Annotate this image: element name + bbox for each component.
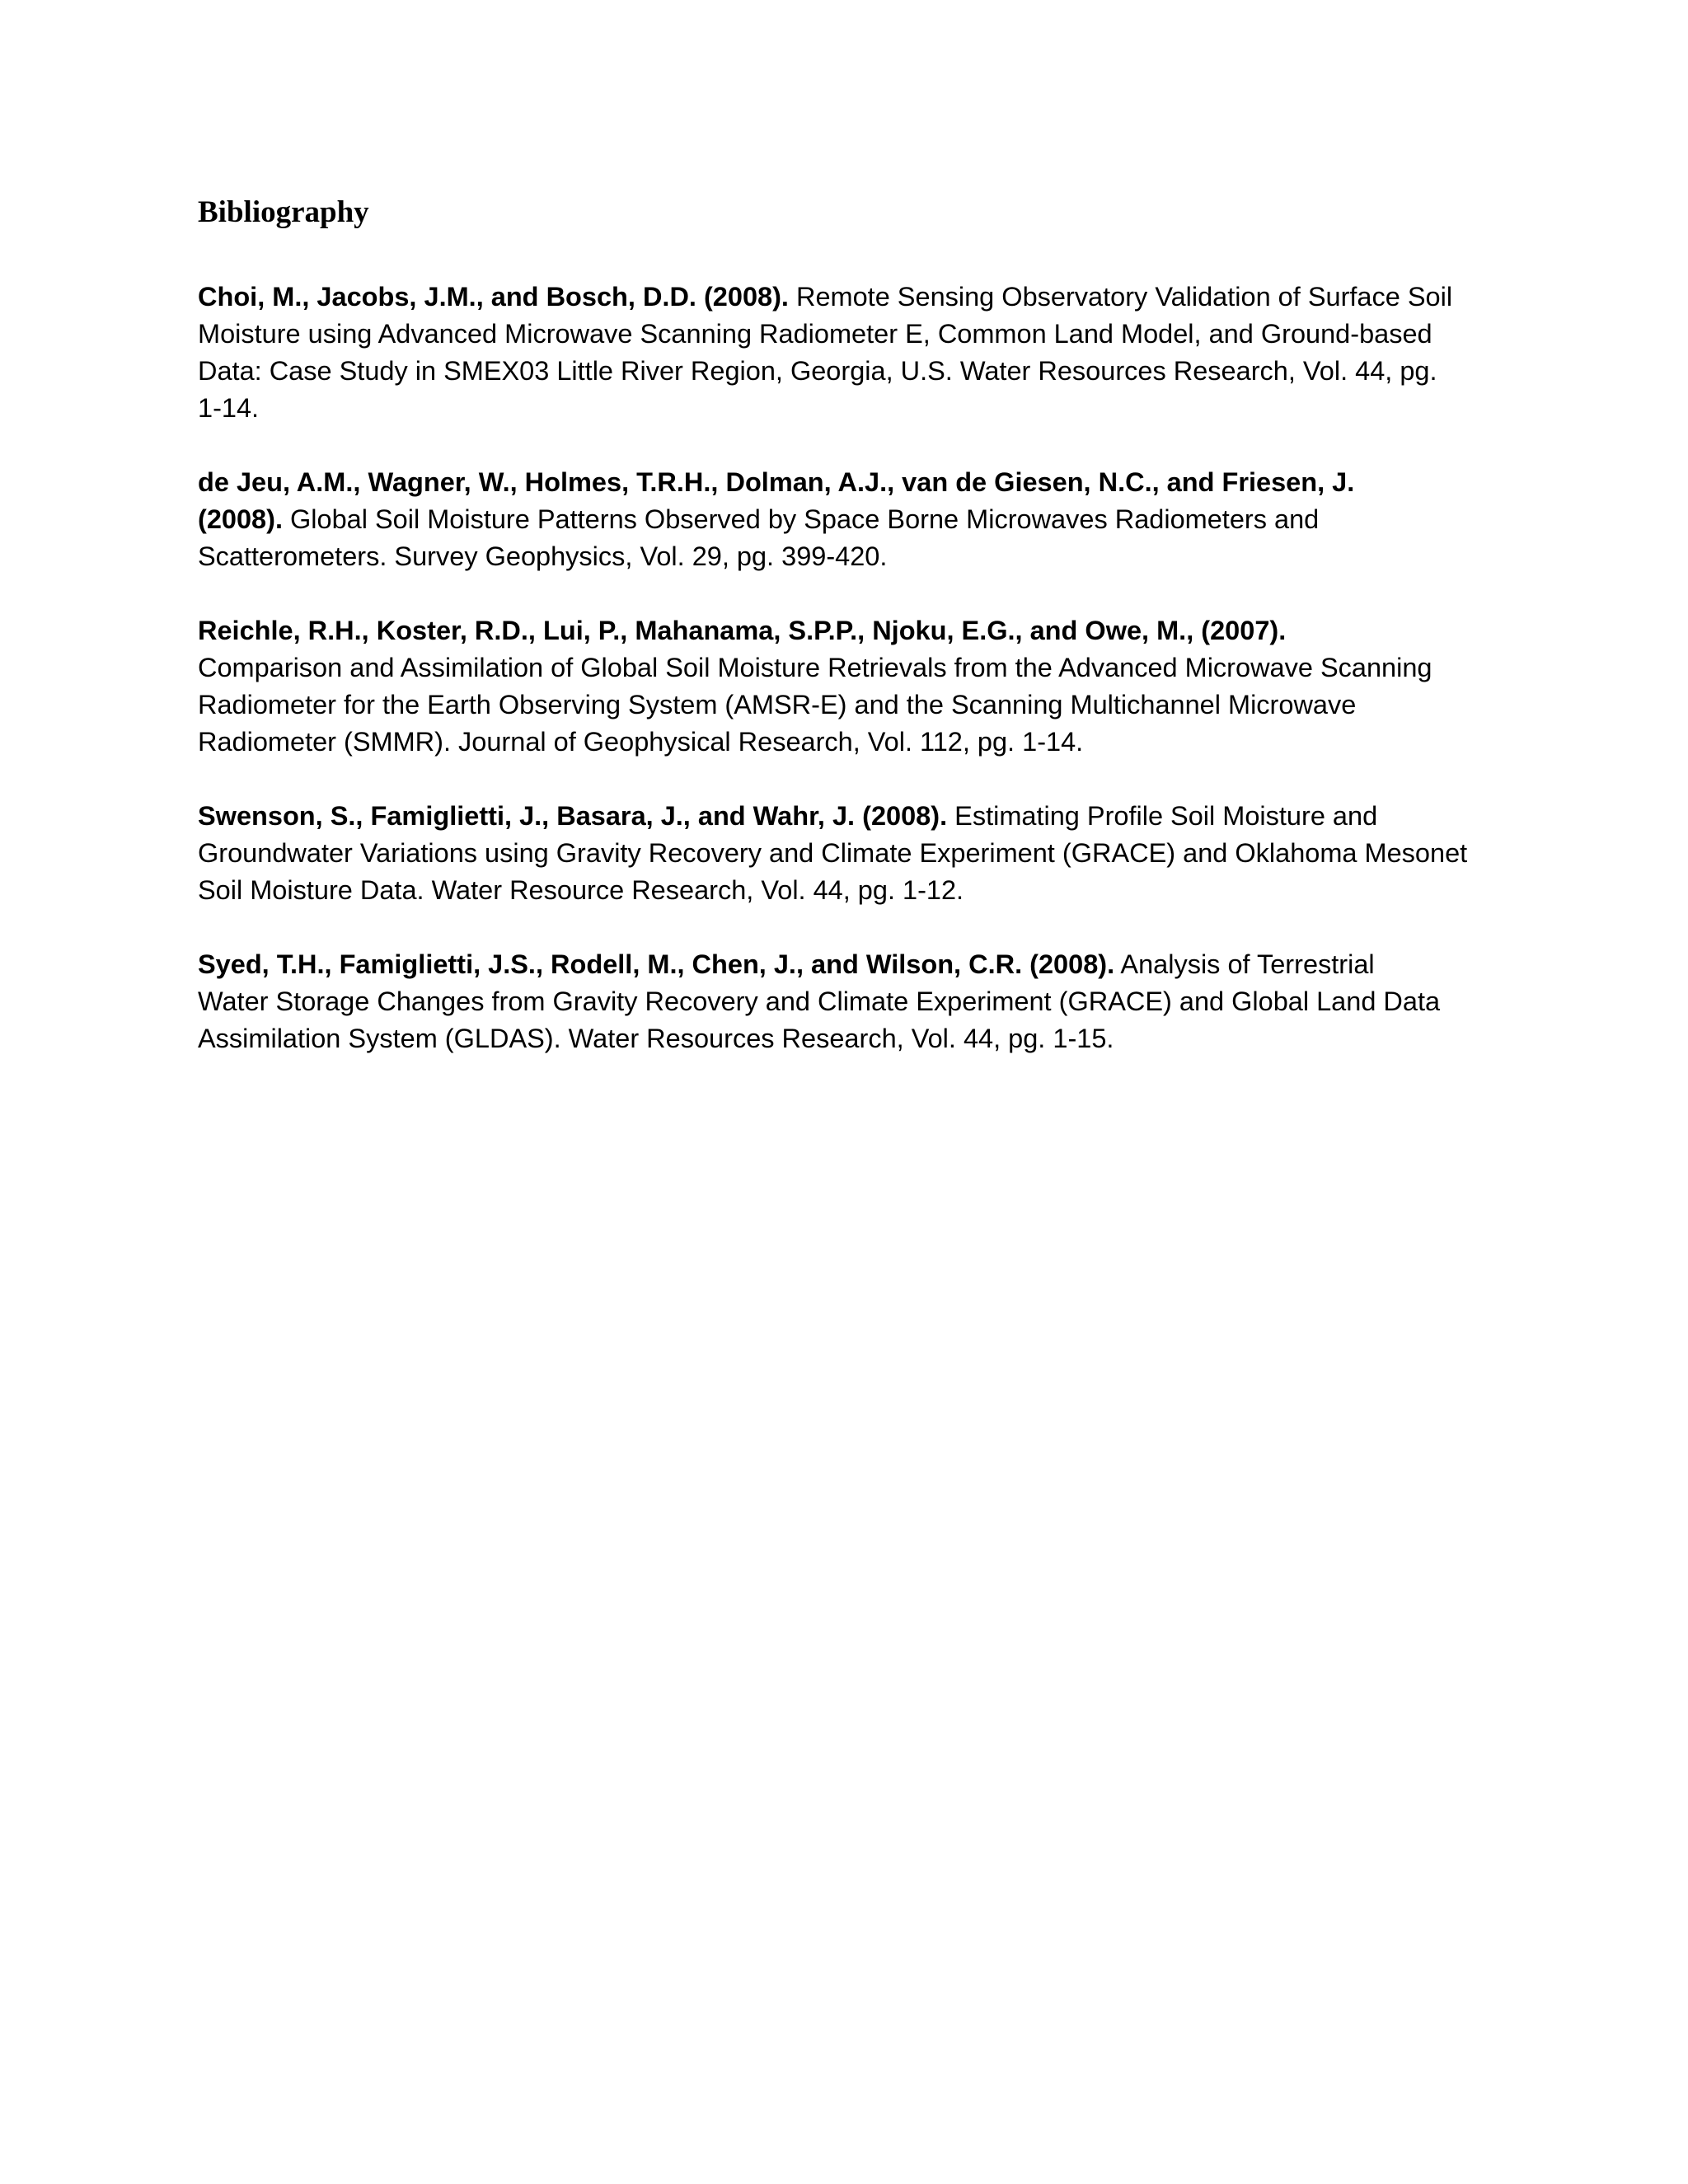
bibliography-entry	[198, 279, 1484, 427]
entry-citation: Remote Sensing Observatory Validation of Surface Soil Moisture using Advanced Microwave Scanning Radiometer E, Common Land Model, and Ground-based Data: Case Study in SMEX03 Little River Region, Georgia, U.S. Water Resources Research, Vol. 44, pg. 1-14.	[198, 282, 1453, 424]
entry-citation: Comparison and Assimilation of Global Soil Moisture Retrievals from the Advanced Microwave Scanning Radiometer for the Earth Observing System (AMSR-E) and the Scanning Multichannel Microwave Radiometer (SMMR). Journal of Geophysical Research, Vol. 112, pg. 1-14.	[198, 653, 1432, 757]
entry-citation: Analysis of Terrestrial Water Storage Changes from Gravity Recovery and Climate Experiment (GRACE) and Global Land Data Assimilation System (GLDAS). Water Resources Research, Vol. 44, pg. 1-15.	[198, 949, 1441, 1054]
entry-authors: Swenson, S., Famiglietti, J., Basara, J., and Wahr, J. (2008).	[198, 801, 948, 832]
bibliography-section	[198, 194, 1484, 1094]
entry-citation: Estimating Profile Soil Moisture and Groundwater Variations using Gravity Recovery and Climate Experiment (GRACE) and Oklahoma Mesonet Soil Moisture Data. Water Resource Research, Vol. 44, pg. 1-12.	[198, 801, 1468, 906]
entry-authors: Syed, T.H., Famiglietti, J.S., Rodell, M., Chen, J., and Wilson, C.R. (2008).	[198, 949, 1115, 980]
entry-citation: Global Soil Moisture Patterns Observed by Space Borne Microwaves Radiometers and Scatterometers. Survey Geophysics, Vol. 29, pg. 399-420.	[198, 504, 1320, 572]
bibliography-entry	[198, 798, 1484, 909]
entry-authors: Choi, M., Jacobs, J.M., and Bosch, D.D. (2008).	[198, 282, 789, 312]
page-title: Bibliography	[198, 195, 369, 229]
entry-authors: Reichle, R.H., Koster, R.D., Lui, P., Mahanama, S.P.P., Njoku, E.G., and Owe, M., (2007).	[198, 616, 1287, 646]
bibliography-entry	[198, 946, 1484, 1057]
bibliography-entry	[198, 612, 1484, 761]
bibliography-entry	[198, 464, 1484, 575]
entry-authors: de Jeu, A.M., Wagner, W., Holmes, T.R.H., Dolman, A.J., van de Giesen, N.C., and Friesen, J. (2008).	[198, 467, 1355, 535]
